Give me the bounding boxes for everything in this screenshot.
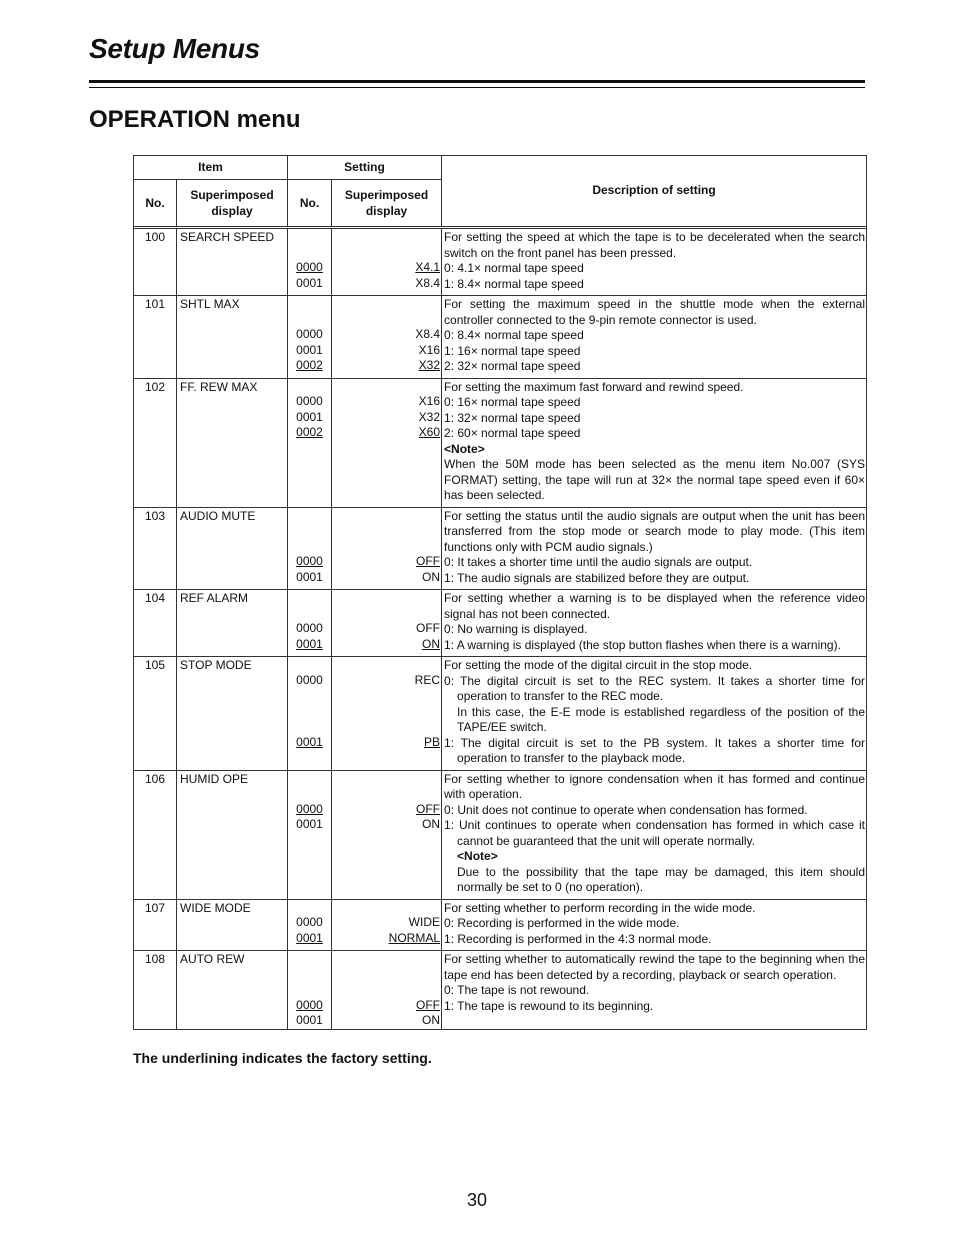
description-cell xyxy=(442,770,867,899)
setting-no xyxy=(288,621,331,637)
setting-display-value: REC xyxy=(414,672,441,687)
header-rule-thick xyxy=(89,80,865,83)
description-line: 1: 32× normal tape speed xyxy=(444,410,581,425)
description-line: 0: 8.4× normal tape speed xyxy=(444,328,584,342)
setting-display xyxy=(332,998,440,1014)
setting-display-value: X8.4 xyxy=(415,275,441,290)
description-line: 1: 16× normal tape speed xyxy=(444,343,581,358)
spacer xyxy=(332,379,440,395)
spacer xyxy=(288,296,331,312)
setting-display xyxy=(332,425,440,441)
item-display-name: REF ALARM xyxy=(177,590,288,657)
description-line: 1: Recording is performed in the 4:3 normal mode. xyxy=(444,931,712,946)
setting-display-value: X32 xyxy=(418,409,441,424)
description-line-indented: Due to the possibility that the tape may be damaged, this item should normally be set to 0 (no operation). xyxy=(457,864,866,894)
setting-display-cell xyxy=(332,657,442,771)
setting-display-value: ON xyxy=(422,817,441,831)
setting-no-value: 0000 xyxy=(296,621,323,635)
spacer xyxy=(332,982,440,998)
factory-setting-display: PB xyxy=(424,734,441,749)
description-cell xyxy=(442,951,867,1030)
spacer xyxy=(332,245,440,261)
setting-no-cell xyxy=(288,229,332,296)
factory-setting-display: ON xyxy=(422,636,441,651)
note-label: <Note> xyxy=(457,849,498,863)
spacer xyxy=(332,719,440,735)
description-line: 0: The tape is not rewound. xyxy=(444,983,590,997)
table-row xyxy=(134,296,867,379)
factory-setting-display: NORMAL xyxy=(388,930,441,945)
factory-setting-no: 0001 xyxy=(296,930,323,945)
description-line: 0: It takes a shorter time until the audio signals are output. xyxy=(444,555,753,569)
spacer xyxy=(288,982,331,998)
setting-no xyxy=(288,358,331,374)
setting-display xyxy=(332,931,440,947)
operation-menu-table xyxy=(133,155,867,1030)
setting-no-cell xyxy=(288,378,332,507)
setting-no-value: 0000 xyxy=(296,327,323,341)
setting-display-cell xyxy=(332,296,442,379)
setting-no xyxy=(288,570,331,586)
setting-display-value: WIDE xyxy=(408,915,441,929)
description-line: 1: 8.4× normal tape speed xyxy=(444,276,584,291)
setting-display-cell xyxy=(332,229,442,296)
setting-no xyxy=(288,343,331,359)
description-cell xyxy=(442,657,867,771)
header-rule-thin xyxy=(89,87,865,88)
page-header xyxy=(89,33,260,65)
item-no: 108 xyxy=(134,951,177,1030)
setting-display-cell xyxy=(332,507,442,590)
setting-display xyxy=(332,802,440,818)
setting-display-cell xyxy=(332,378,442,507)
factory-setting-no: 0001 xyxy=(296,734,323,749)
setting-no xyxy=(288,410,331,426)
factory-setting-no: 0002 xyxy=(296,425,323,439)
spacer xyxy=(332,590,440,606)
factory-setting-footnote: The underlining indicates the factory setting. xyxy=(133,1050,432,1066)
description-line: For setting the maximum fast forward and rewind speed. xyxy=(444,379,744,394)
setting-no xyxy=(288,735,331,751)
spacer xyxy=(288,719,331,735)
spacer xyxy=(288,379,331,395)
setting-display xyxy=(332,735,440,751)
setting-display xyxy=(332,554,440,570)
setting-display xyxy=(332,637,440,653)
spacer xyxy=(288,539,331,555)
setting-display xyxy=(332,276,440,292)
setting-display-value: X16 xyxy=(418,394,441,408)
table-row xyxy=(134,951,867,1030)
setting-no xyxy=(288,394,331,410)
spacer xyxy=(288,967,331,983)
setting-display-cell xyxy=(332,770,442,899)
setting-no-cell xyxy=(288,951,332,1030)
spacer xyxy=(332,951,440,967)
spacer xyxy=(288,508,331,524)
item-display-name: AUDIO MUTE xyxy=(177,507,288,590)
setting-no-cell xyxy=(288,507,332,590)
table-row xyxy=(134,378,867,507)
setting-display-cell xyxy=(332,590,442,657)
header-item-no: No. xyxy=(134,180,177,227)
description-line: For setting the status until the audio signals are output when the unit has been transferred from the stop mode or search mode to play mode. (This item functions only with PCM audio signals.) xyxy=(444,508,866,554)
setting-display xyxy=(332,570,440,586)
setting-no-value: 0000 xyxy=(296,394,323,408)
description-cell xyxy=(442,507,867,590)
spacer xyxy=(332,523,440,539)
description-line: 0: Unit does not continue to operate when condensation has formed. xyxy=(444,802,808,817)
description-cell xyxy=(442,899,867,951)
item-no: 100 xyxy=(134,229,177,296)
factory-setting-display: OFF xyxy=(416,801,441,816)
item-no: 102 xyxy=(134,378,177,507)
table-body xyxy=(134,229,867,1030)
spacer xyxy=(288,688,331,704)
description-line: When the 50M mode has been selected as the menu item No.007 (SYS FORMAT) setting, the tape will run at 32× the normal tape speed even if 60× has been selected. xyxy=(444,457,866,502)
table-row xyxy=(134,657,867,771)
setting-no-value: 0001 xyxy=(296,342,323,357)
page-title: Setup Menus xyxy=(89,33,260,64)
setting-display-value: X16 xyxy=(418,342,441,357)
item-no: 105 xyxy=(134,657,177,771)
setting-no-cell xyxy=(288,590,332,657)
factory-setting-no: 0000 xyxy=(296,554,323,568)
setting-display xyxy=(332,1013,440,1029)
spacer xyxy=(332,508,440,524)
setting-no xyxy=(288,673,331,689)
item-display-name: HUMID OPE xyxy=(177,770,288,899)
setting-no-value: 0001 xyxy=(296,275,323,290)
setting-display xyxy=(332,817,440,833)
spacer xyxy=(288,229,331,245)
description-line: 1: The tape is rewound to its beginning. xyxy=(444,998,654,1013)
item-display-name: STOP MODE xyxy=(177,657,288,771)
setting-no-value: 0001 xyxy=(296,817,323,831)
item-no: 104 xyxy=(134,590,177,657)
spacer xyxy=(288,606,331,622)
header-item: Item xyxy=(134,156,288,180)
spacer xyxy=(288,704,331,720)
description-line: For setting whether a warning is to be displayed when the reference video signal has not been connected. xyxy=(444,591,866,621)
setting-no xyxy=(288,276,331,292)
setting-no-value: 0001 xyxy=(296,569,323,584)
description-line: For setting whether to perform recording in the wide mode. xyxy=(444,900,756,915)
setting-display xyxy=(332,327,440,343)
description-line: For setting the maximum speed in the shuttle mode when the external controller connected to the 9-pin remote connector is used. xyxy=(444,297,866,327)
setting-no xyxy=(288,998,331,1014)
table-row xyxy=(134,229,867,296)
spacer xyxy=(332,786,440,802)
description-line-indented: In this case, the E-E mode is established regardless of the position of the TAPE/EE switch. xyxy=(457,704,866,734)
item-display-name: SEARCH SPEED xyxy=(177,229,288,296)
factory-setting-display: OFF xyxy=(416,554,441,568)
item-no: 107 xyxy=(134,899,177,951)
description-line: 0: Recording is performed in the wide mode. xyxy=(444,916,680,930)
description-line: 2: 32× normal tape speed xyxy=(444,359,581,373)
setting-no-value: 0000 xyxy=(296,672,323,687)
setting-no-value: 0001 xyxy=(296,1013,323,1027)
description-line: 1: The audio signals are stabilized before they are output. xyxy=(444,570,750,585)
spacer xyxy=(288,657,331,673)
spacer xyxy=(332,771,440,787)
description-line: For setting the mode of the digital circuit in the stop mode. xyxy=(444,658,753,672)
header-setting-no: No. xyxy=(288,180,332,227)
spacer xyxy=(332,229,440,245)
item-display-name: SHTL MAX xyxy=(177,296,288,379)
description-line: 1: A warning is displayed (the stop button flashes when there is a warning). xyxy=(444,637,841,652)
item-display-name: FF. REW MAX xyxy=(177,378,288,507)
description-line: For setting the speed at which the tape is to be decelerated when the search switch on the front panel has been pressed. xyxy=(444,230,866,260)
description-line: For setting whether to ignore condensation when it has formed and continue with operation. xyxy=(444,771,866,801)
spacer xyxy=(332,657,440,673)
item-no: 106 xyxy=(134,770,177,899)
setting-display xyxy=(332,621,440,637)
setting-display-value: ON xyxy=(422,569,441,584)
description-line: 2: 60× normal tape speed xyxy=(444,426,581,440)
setting-display-value: ON xyxy=(422,1013,441,1027)
spacer xyxy=(332,539,440,555)
spacer xyxy=(332,312,440,328)
setting-no-cell xyxy=(288,296,332,379)
spacer xyxy=(288,786,331,802)
spacer xyxy=(288,771,331,787)
spacer xyxy=(288,312,331,328)
setting-display xyxy=(332,358,440,374)
spacer xyxy=(332,606,440,622)
setting-no-value: 0000 xyxy=(296,915,323,929)
setting-display xyxy=(332,260,440,276)
factory-setting-display: X32 xyxy=(418,358,441,372)
section-title: OPERATION menu xyxy=(89,106,301,133)
description-line: 1: The digital circuit is set to the PB system. It takes a shorter time for operation to transfer to the playback mode. xyxy=(444,735,866,765)
spacer xyxy=(332,967,440,983)
factory-setting-display: X4.1 xyxy=(415,260,441,274)
description-cell xyxy=(442,296,867,379)
page-number: 30 xyxy=(466,1190,488,1210)
factory-setting-no: 0001 xyxy=(296,636,323,651)
description-line: 1: Unit continues to operate when condensation has formed in which case it cannot be guaranteed that the unit will operate normally. xyxy=(444,818,866,848)
factory-setting-display: OFF xyxy=(416,997,441,1012)
factory-setting-no: 0000 xyxy=(296,801,323,816)
setting-display-cell xyxy=(332,951,442,1030)
description-cell xyxy=(442,378,867,507)
table-row xyxy=(134,899,867,951)
setting-display-value: X8.4 xyxy=(415,327,441,341)
description-cell xyxy=(442,590,867,657)
description-line: 0: The digital circuit is set to the REC system. It takes a shorter time for operation to transfer to the REC mode. xyxy=(444,673,866,703)
table-row xyxy=(134,770,867,899)
setting-no-cell xyxy=(288,657,332,771)
item-no: 103 xyxy=(134,507,177,590)
setting-no xyxy=(288,260,331,276)
setting-no xyxy=(288,817,331,833)
description-cell xyxy=(442,229,867,296)
factory-setting-no: 0002 xyxy=(296,358,323,372)
setting-no-cell xyxy=(288,770,332,899)
spacer xyxy=(288,951,331,967)
setting-display-cell xyxy=(332,899,442,951)
spacer xyxy=(288,900,331,916)
setting-no xyxy=(288,915,331,931)
setting-no xyxy=(288,425,331,441)
description-line: 0: 4.1× normal tape speed xyxy=(444,261,584,275)
setting-display xyxy=(332,410,440,426)
setting-display-value: OFF xyxy=(416,621,441,635)
header-description: Description of setting xyxy=(442,156,867,227)
setting-display xyxy=(332,343,440,359)
spacer xyxy=(332,688,440,704)
table-row xyxy=(134,507,867,590)
factory-setting-no: 0000 xyxy=(296,260,323,274)
description-line: 0: No warning is displayed. xyxy=(444,622,588,636)
setting-no xyxy=(288,802,331,818)
setting-no xyxy=(288,1013,331,1029)
header-item-display: Superimposed display xyxy=(177,180,288,227)
factory-setting-no: 0000 xyxy=(296,997,323,1012)
description-line: For setting whether to automatically rewind the tape to the beginning when the tape end has been detected by a recording, playback or search operation. xyxy=(444,952,866,982)
setting-no-cell xyxy=(288,899,332,951)
spacer xyxy=(288,523,331,539)
table-row xyxy=(134,590,867,657)
description-line: 0: 16× normal tape speed xyxy=(444,395,581,409)
setting-display xyxy=(332,915,440,931)
setting-no xyxy=(288,637,331,653)
note-label: <Note> xyxy=(444,441,485,456)
factory-setting-display: X60 xyxy=(418,425,441,439)
spacer xyxy=(288,590,331,606)
item-display-name: WIDE MODE xyxy=(177,899,288,951)
spacer xyxy=(332,296,440,312)
spacer xyxy=(288,245,331,261)
setting-no xyxy=(288,931,331,947)
setting-no xyxy=(288,327,331,343)
header-setting-display: Superimposed display xyxy=(332,180,442,227)
spacer xyxy=(332,900,440,916)
setting-display xyxy=(332,673,440,689)
spacer xyxy=(332,704,440,720)
setting-no-value: 0001 xyxy=(296,409,323,424)
item-no: 101 xyxy=(134,296,177,379)
setting-no xyxy=(288,554,331,570)
header-setting: Setting xyxy=(288,156,442,180)
setting-display xyxy=(332,394,440,410)
item-display-name: AUTO REW xyxy=(177,951,288,1030)
